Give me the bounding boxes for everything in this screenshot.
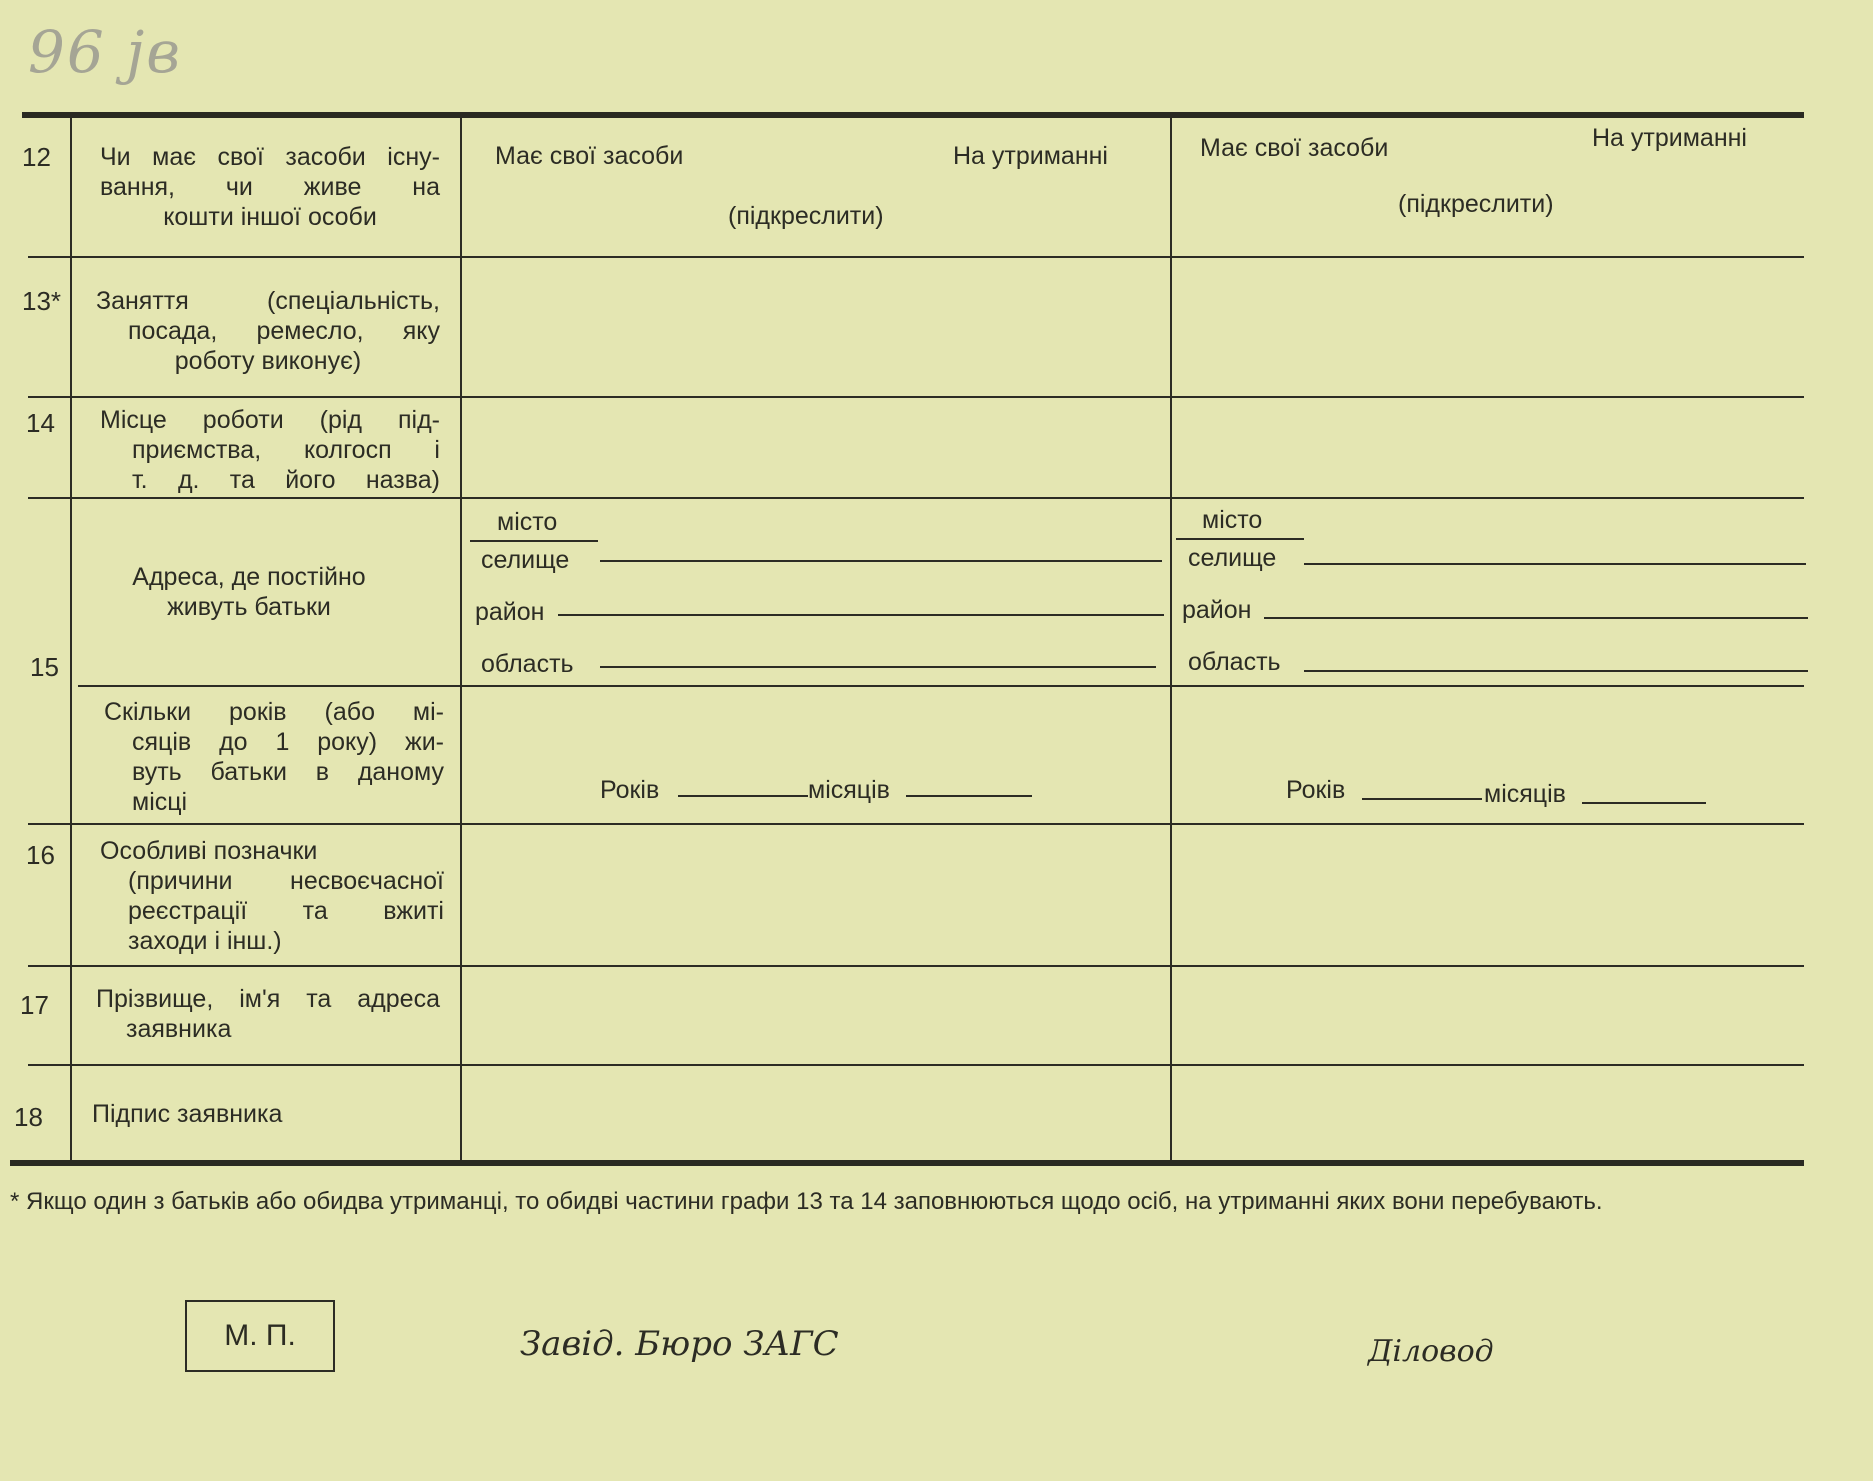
column-line-2 bbox=[460, 118, 462, 1163]
address-district-line-right bbox=[1264, 617, 1808, 619]
row-label-14 bbox=[100, 405, 440, 495]
address-region-line-right bbox=[1304, 670, 1808, 672]
handwritten-note: 96 jв bbox=[28, 18, 182, 86]
row-sep-15a bbox=[78, 685, 1804, 687]
address-settlement-line-left bbox=[600, 560, 1162, 562]
address-region-label-right: область bbox=[1188, 648, 1281, 676]
option-dependent-left: На утриманні bbox=[953, 142, 1108, 170]
address-district-label-right: район bbox=[1182, 596, 1252, 624]
duration-years-line-right bbox=[1362, 798, 1482, 800]
label-line: Заняття (спеціальність, bbox=[96, 287, 440, 315]
duration-months-label-right: місяців bbox=[1484, 780, 1566, 808]
duration-years-line-left bbox=[678, 795, 808, 797]
label-line: заявника bbox=[126, 1015, 232, 1043]
label-line: приємства, колгосп і bbox=[132, 436, 440, 464]
row-number-17: 17 bbox=[20, 990, 49, 1020]
label-line: т. д. та його назва) bbox=[132, 466, 440, 494]
address-region-label-left: область bbox=[481, 650, 574, 678]
address-settlement-label-right: селище bbox=[1188, 544, 1277, 572]
row-number-14: 14 bbox=[26, 408, 55, 438]
label-line: живуть батьки bbox=[167, 593, 331, 621]
label-line: Скільки років (або мі- bbox=[104, 698, 444, 726]
label-line: Адреса, де постійно bbox=[132, 563, 366, 591]
address-settlement-line-right bbox=[1304, 563, 1806, 565]
label-line: Місце роботи (рід під- bbox=[100, 406, 440, 434]
label-line: Особливі позначки bbox=[100, 837, 318, 865]
option-dependent-right: На утриманні bbox=[1592, 124, 1747, 152]
option-own-means-right: Має свої засоби bbox=[1200, 134, 1389, 162]
address-settlement-label-left: селище bbox=[481, 546, 570, 574]
row-label-16 bbox=[100, 836, 444, 956]
footnote: * Якщо один з батьків або обидва утриманці, то обидві частини графи 13 та 14 заповнюються щодо осіб, на утриманні яких вони перебувають. bbox=[10, 1188, 1603, 1215]
row-sep-15 bbox=[28, 823, 1804, 825]
row-sep-12 bbox=[28, 256, 1804, 258]
address-district-line-left bbox=[558, 614, 1164, 616]
row-number-13: 13* bbox=[22, 286, 62, 316]
underline-hint-right: (підкреслити) bbox=[1398, 190, 1554, 218]
label-line: (причини несвоєчасної bbox=[128, 867, 444, 895]
row-label-15 bbox=[106, 562, 392, 622]
option-own-means-left: Має свої засоби bbox=[495, 142, 684, 170]
duration-months-line-left bbox=[906, 795, 1032, 797]
row-label-15-duration bbox=[104, 697, 444, 817]
address-district-label-left: район bbox=[475, 598, 545, 626]
duration-months-label-left: місяців bbox=[808, 776, 890, 804]
address-city-label-right: місто bbox=[1202, 506, 1263, 534]
duration-years-label-left: Років bbox=[600, 776, 660, 804]
row-label-12 bbox=[100, 142, 440, 232]
row-label-18: Підпис заявника bbox=[92, 1100, 283, 1128]
row-number-15: 15 bbox=[30, 652, 59, 682]
label-line: вуть батьки в даному bbox=[132, 758, 444, 786]
label-line: сяців до 1 року) жи- bbox=[132, 728, 444, 756]
label-line: роботу виконує) bbox=[174, 347, 362, 375]
duration-years-label-right: Років bbox=[1286, 776, 1346, 804]
label-line: заходи і інш.) bbox=[128, 927, 282, 955]
column-line-3 bbox=[1170, 118, 1172, 1163]
signature-clerk: Діловод bbox=[1368, 1334, 1494, 1369]
address-region-line-left bbox=[600, 666, 1156, 668]
bottom-rule bbox=[10, 1160, 1804, 1166]
underline-hint-left: (підкреслити) bbox=[728, 202, 884, 230]
address-city-underline-left bbox=[470, 540, 598, 542]
label-line: посада, ремесло, яку bbox=[128, 317, 440, 345]
top-rule bbox=[22, 112, 1804, 118]
column-line-1 bbox=[70, 118, 72, 1163]
row-number-16: 16 bbox=[26, 840, 55, 870]
row-sep-13 bbox=[28, 396, 1804, 398]
label-line: Прізвище, ім'я та адреса bbox=[96, 985, 440, 1013]
row-number-18: 18 bbox=[14, 1102, 43, 1132]
label-line: Чи має свої засоби існу- bbox=[100, 143, 440, 171]
row-label-17 bbox=[96, 984, 440, 1044]
address-city-label-left: місто bbox=[497, 508, 558, 536]
row-sep-17 bbox=[28, 1064, 1804, 1066]
stamp-box: М. П. bbox=[185, 1300, 335, 1372]
row-sep-14 bbox=[28, 497, 1804, 499]
address-city-underline-right bbox=[1176, 538, 1304, 540]
signature-head-of-registry: Завід. Бюро ЗАГС bbox=[520, 1324, 839, 1364]
row-sep-16 bbox=[28, 965, 1804, 967]
label-line: реєстрації та вжиті bbox=[128, 897, 444, 925]
row-label-13 bbox=[96, 286, 440, 376]
label-line: місці bbox=[132, 788, 188, 816]
label-line: кошти іншої особи bbox=[163, 203, 377, 231]
row-number-12: 12 bbox=[22, 142, 51, 172]
label-line: вання, чи живе на bbox=[100, 173, 440, 201]
duration-months-line-right bbox=[1582, 802, 1706, 804]
